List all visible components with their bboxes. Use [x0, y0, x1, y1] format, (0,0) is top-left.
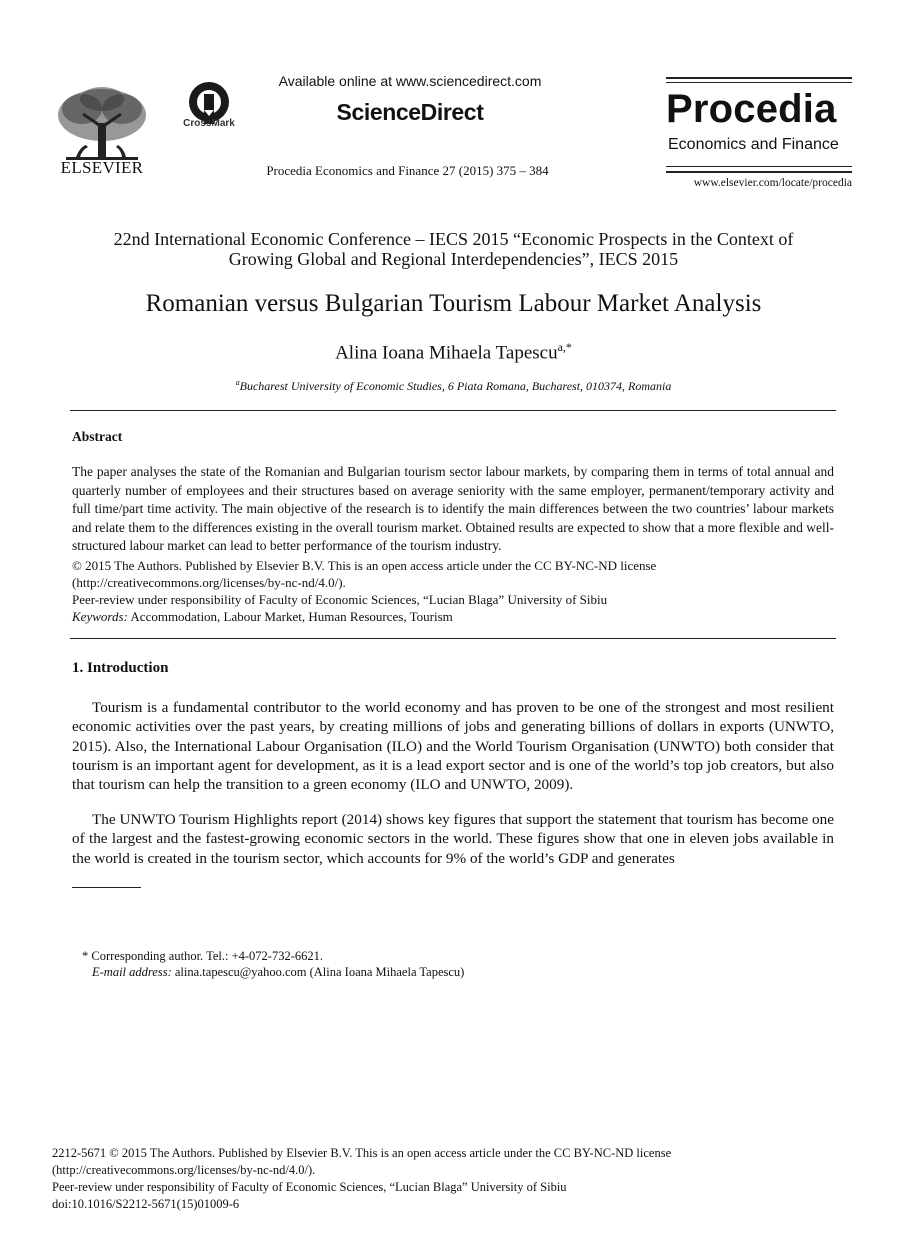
procedia-subtitle: Economics and Finance	[668, 136, 839, 153]
sciencedirect-brand[interactable]: ScienceDirect	[336, 99, 484, 125]
email-value[interactable]: alina.tapescu@yahoo.com (Alina Ioana Mihaela Tapescu)	[174, 965, 465, 979]
intro-paragraph-1: Tourism is a fundamental contributor to the world economy and has proven to be one of the strongest and most resilient economic activities over the past years, by creating millions of jobs and generating billions of dollars in exports (UNWTO, 2015). Also, the International Labour Organisation (ILO) and the World Tourism Organisation (UNWTO) both consider that tourism is an important agent for development, as it is a lead export sector and is one of the world’s top job creators, but also that tourism can help the transition to a green economy (ILO and UNWTO, 2009).	[72, 699, 834, 794]
peer-review-line: Peer-review under responsibility of Faculty of Economic Sciences, “Lucian Blaga” University of Sibiu	[72, 592, 608, 607]
procedia-brand: Procedia	[666, 87, 837, 131]
email-label: E-mail address:	[92, 965, 172, 979]
doi[interactable]: doi:10.1016/S2212-5671(15)01009-6	[52, 1197, 240, 1211]
bottom-license-link[interactable]: (http://creativecommons.org/licenses/by-nc-nd/4.0/).	[52, 1163, 316, 1177]
author-line	[40, 340, 867, 364]
email-note	[92, 965, 464, 980]
keywords-label: Keywords:	[72, 609, 128, 624]
author-name: Alina Ioana Mihaela Tapescu	[335, 342, 558, 364]
intro-paragraph-2: The UNWTO Tourism Highlights report (2014) shows key figures that support the statement that tourism has become one of the largest and the fastest-growing economic sectors in the world. These figures show that one in eleven jobs available in the world is created in the tourism sector, which accounts for 9% of the world’s GDP and generates	[72, 811, 834, 867]
affiliation-superscript: a	[235, 378, 240, 387]
affiliation	[40, 378, 867, 394]
abstract-text: The paper analyses the state of the Romanian and Bulgarian tourism sector labour markets, by comparing them in terms of total annual and quarterly number of employees and their structures based on average seniority with the same employer, permanent/temporary activity and full time/part time activity. The main objective of the research is to identify the main differences between the two countries’ labour markets and relate them to the differences existing in the overall tourism market. Obtained results are expected to show that a more flexible and well-structured labour market can lead to better performance of the tourism industry.	[72, 464, 834, 553]
bottom-peer-review: Peer-review under responsibility of Faculty of Economic Sciences, “Lucian Blaga” University of Sibiu	[52, 1180, 567, 1194]
article-title: Romanian versus Bulgarian Tourism Labour Market Analysis	[145, 290, 762, 317]
conference-line-2: Growing Global and Regional Interdependencies”, IECS 2015	[228, 249, 679, 269]
affiliation-text: Bucharest University of Economic Studies, 6 Piata Romana, Bucharest, 010374, Romania	[239, 379, 672, 393]
keywords-line	[72, 608, 834, 625]
abstract-top-rule	[70, 410, 836, 411]
crossmark-label: CrossMark	[183, 118, 235, 129]
publisher-name: ELSEVIER	[60, 158, 144, 177]
abstract-bottom-rule	[70, 638, 836, 639]
footnote-rule	[72, 887, 141, 888]
journal-citation: Procedia Economics and Finance 27 (2015) 375 – 384	[266, 163, 549, 178]
author-superscript: a,*	[557, 340, 572, 354]
section-heading-introduction: 1. Introduction	[72, 660, 169, 676]
procedia-bottom-rule-thin	[666, 166, 852, 167]
abstract-heading: Abstract	[72, 429, 123, 444]
conference-line-1: 22nd International Economic Conference – IECS 2015 “Economic Prospects in the Context of	[113, 229, 794, 249]
procedia-top-rule	[666, 77, 852, 79]
issn-copyright-line: 2212-5671 © 2015 The Authors. Published by Elsevier B.V. This is an open access article under the CC BY-NC-ND license	[52, 1146, 672, 1160]
procedia-top-rule-thin	[666, 82, 852, 83]
available-online-text[interactable]: Available online at www.sciencedirect.com	[278, 73, 542, 89]
keywords-value: Accommodation, Labour Market, Human Resources, Tourism	[130, 609, 453, 624]
license-link[interactable]: (http://creativecommons.org/licenses/by-nc-nd/4.0/).	[72, 575, 346, 590]
procedia-bottom-rule	[666, 171, 852, 173]
conference-heading	[60, 229, 847, 269]
locate-url[interactable]: www.elsevier.com/locate/procedia	[693, 177, 852, 189]
copyright-line: © 2015 The Authors. Published by Elsevier B.V. This is an open access article under the CC BY-NC-ND license	[72, 558, 657, 573]
corresponding-author-note: * Corresponding author. Tel.: +4-072-732-6621.	[82, 949, 323, 963]
